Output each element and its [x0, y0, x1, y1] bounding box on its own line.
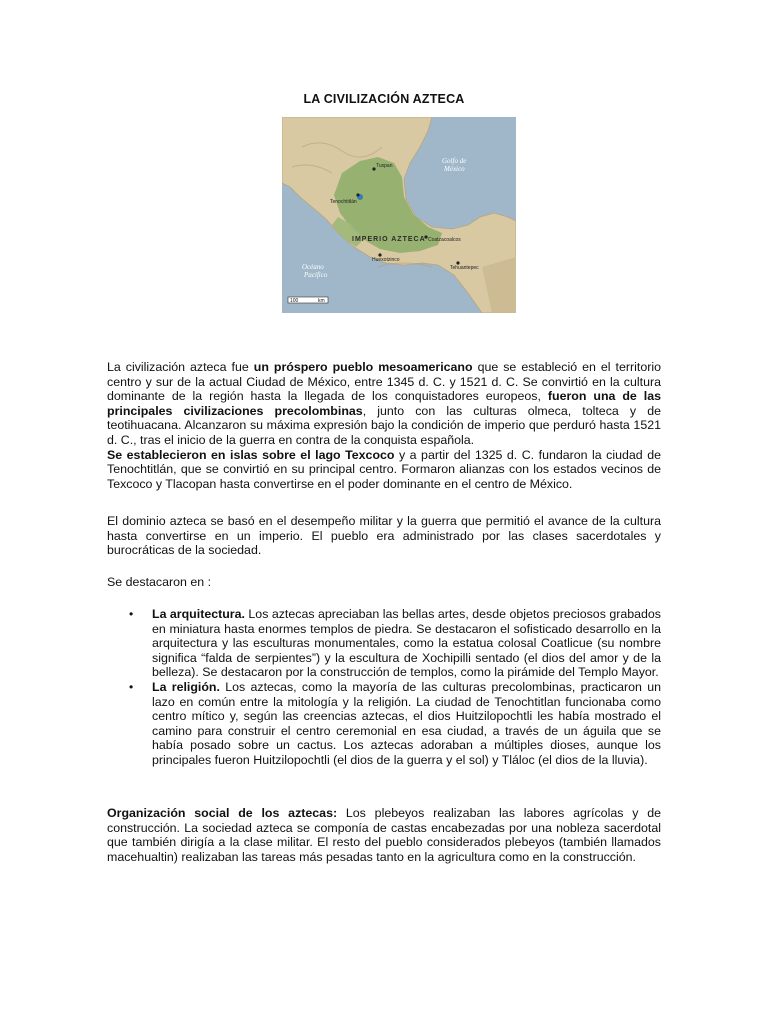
map-gulf-label: Golfo de — [442, 157, 467, 165]
map-scale-label: 100 — [290, 298, 299, 304]
highlights-list — [107, 607, 661, 768]
list-item — [107, 607, 661, 680]
text-run: , junto con las culturas olmeca, tolteca y de teotihuacana. Alcanzaron su máxima expresión bajo la condición de imperio que perduró hasta 1521 d. C., tras el inicio de la guerra en contra de la conquista española. — [107, 403, 661, 447]
map-place-label: Tehuantepec — [450, 265, 479, 271]
bullet-icon: • — [129, 607, 134, 621]
highlights-intro — [107, 575, 661, 590]
list-item — [107, 680, 661, 768]
document-title: LA CIVILIZACIÓN AZTECA — [303, 92, 465, 106]
map-place-label: Tuxpan — [376, 163, 393, 169]
list-item-label: La religión. — [152, 679, 220, 694]
list-item-text: Los aztecas apreciaban las bellas artes, desde objetos preciosos grabados en miniatura hasta enormes templos de piedra. Se destacaron el sofisticado desarrollo en la arquitectura y las esculturas monumentales, como la estatua colosal Coatlicue (su nombre significa “falda de serpientes”) y la escultura de Xochipilli sentado (el dios del amor y de la belleza). Se destacaron por la construcción de templos, como la pirámide del Templo Mayor. — [152, 607, 661, 680]
list-item-text: Los aztecas, como la mayoría de las culturas precolombinas, practicaron un lazo en común entre la mitología y la religión. La ciudad de Tenochtitlan funcionaba como centro mítico y, según las creencias aztecas, el dios Huitzilopochtli les había mostrado el camino para construir el centro ceremonial en esa ciudad, a través de un águila que se había posado sobre un cactus. Los aztecas adoraban a múltiples dioses, aunque los principales fueron Huitzilopochtli (el dios de la guerra y el sol) y Tláloc (el dios de la lluvia). — [152, 679, 661, 767]
bold-run: fueron una de las principales civilizaciones precolombinas — [107, 389, 661, 418]
map-place-label: Tenochtitlán — [330, 199, 357, 205]
list-item-label: La arquitectura. — [152, 607, 245, 621]
svg-text:Pacífico: Pacífico — [304, 271, 328, 279]
bullet-icon: • — [129, 679, 134, 694]
military-paragraph — [107, 514, 661, 558]
text-run: que se estableció en el territorio centro y sur de la actual Ciudad de México, entre 1345 d. C. y 1521 d. C. Se convirtió en la cultura dominante de la región hasta la llegada de los conquistadores europeos, — [107, 360, 661, 404]
map-scale-unit: km — [318, 298, 325, 304]
text-run: y a partir del 1325 d. C. fundaron la ciudad de Tenochtitlán, que se convirtió en su principal centro. Formaron alianzas con los estados vecinos de Texcoco y Tlacopan hasta convertirse en el poder dominante en el centro de México. — [107, 447, 661, 491]
social-organization-paragraph — [107, 806, 661, 864]
intro-paragraph — [107, 360, 661, 491]
svg-text:México: México — [444, 165, 465, 173]
paragraph-text: Se destacaron en : — [107, 575, 212, 589]
bold-run: un próspero pueblo mesoamericano — [253, 360, 473, 374]
map-empire-label: IMPERIO AZTECA — [352, 236, 426, 243]
paragraph-text: El dominio azteca se basó en el desempeño militar y la guerra que permitió el avance de la cultura hasta convertirse en un imperio. El pueblo era administrado por las clases sacerdotales y burocráticas de la sociedad. — [107, 514, 661, 558]
bold-run: Se establecieron en islas sobre el lago Texcoco — [107, 447, 395, 462]
aztec-empire-map — [282, 117, 516, 313]
text-run: La civilización azteca fue — [107, 360, 254, 374]
map-ocean-label: Océano — [302, 263, 324, 271]
bold-run: Organización social de los aztecas: — [107, 806, 338, 820]
map-place-label: Huexotzinco — [372, 257, 400, 263]
text-run: Los plebeyos realizaban las labores agrícolas y de construcción. La sociedad azteca se componía de castas encabezadas por una nobleza sacerdotal que también dirigía a la clase militar. El resto del pueblo considerados plebeyos (también llamados macehualtin) realizaban las tareas más pesadas tanto en la agricultura como en la construcción. — [107, 806, 661, 864]
map-place-label: Coatzacoalcos — [428, 237, 461, 243]
